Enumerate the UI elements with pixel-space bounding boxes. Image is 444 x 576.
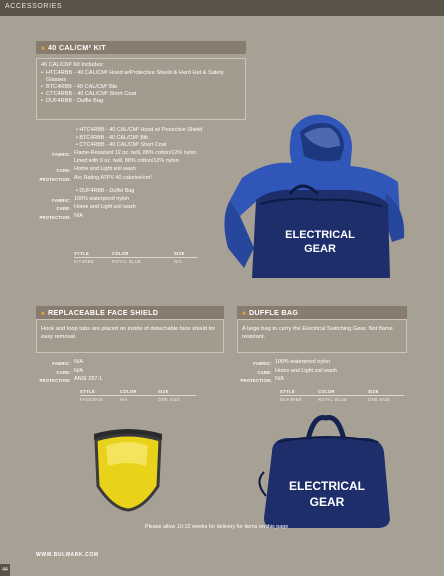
kit-title: 40 CAL/CM² KIT: [47, 43, 107, 52]
duffel-fabric: 100% waterproof nylon: [275, 359, 331, 365]
table-header: SIZE: [174, 251, 198, 258]
duffel-title: DUFFLE BAG: [248, 308, 299, 317]
table-header: STYLE: [280, 389, 318, 396]
duffel-bag-image: [252, 412, 402, 530]
duffel-protection: N/A: [275, 376, 284, 383]
face-shield-image: [88, 426, 168, 516]
fabric-label: FABRIC:: [52, 197, 71, 203]
list-item: • CTC4RBB - 40 CAL/CM² Short Coat: [41, 91, 241, 98]
care-label: CARE:: [56, 369, 71, 375]
list-item: • HTC4RBB - 40 CAL/CM² Hood w/Protective Shield & Hard Hat & Safety Glasses: [41, 70, 241, 84]
list-item: • DUF4RBB - Duffle Bag: [41, 98, 241, 105]
kit-order-table: [74, 251, 198, 264]
table-row: FACESHIE N/A ONE SIZE: [80, 397, 181, 402]
shield-specs: [36, 359, 186, 385]
fabric-label: FABRIC:: [253, 361, 272, 366]
duffel-description: A large bag to carry the Electrical Switching Gear. Not flame resistant.: [242, 326, 393, 340]
table-header: COLOR: [112, 251, 174, 258]
kit-protection: Arc Rating ATPV 40 calories/cm²: [74, 174, 153, 181]
shield-care: N/A: [74, 367, 83, 374]
kit-header: [36, 41, 246, 54]
header-bullet-icon: ■: [41, 46, 45, 52]
bag-print-2: GEAR: [304, 243, 336, 255]
shield-header: [36, 306, 224, 319]
header-bullet-icon: ■: [242, 311, 246, 317]
delivery-note: Please allow 10-12 weeks for delivery for items on this page: [145, 524, 289, 530]
duffle-item: • DUF4RBB - Duffel Bag: [76, 188, 135, 195]
duffel-bag-print-2: GEAR: [309, 495, 345, 509]
protection-label: PROTECTION:: [39, 378, 71, 384]
kit-care: Home and Light soil wash: [74, 165, 136, 172]
bag-print-1: ELECTRICAL: [285, 229, 355, 241]
duffel-care: Home and Light soil wash: [275, 367, 337, 374]
kit-fabric-1: Flame-Resistant 12 oz. twill, 88% cotton/12% nylon: [74, 149, 197, 156]
table-row: DUF4RBB ROYAL BLUE ONE SIZE: [280, 397, 391, 402]
kit-fabric-2: Lined with 9 oz. twill, 88% cotton/12% nylon: [74, 158, 179, 165]
kit-includes-list: [41, 70, 241, 105]
duffle-fabric: 100% waterproof nylon: [74, 195, 130, 202]
page-number: 44: [0, 564, 10, 576]
shield-order-table: [80, 389, 196, 402]
table-row: KIT4RBB ROYAL BLUE N/A: [74, 259, 183, 264]
header-bullet-icon: ■: [41, 311, 45, 317]
duffel-description-box: [237, 319, 407, 353]
table-header: STYLE: [74, 251, 112, 258]
kit-image: [200, 108, 410, 278]
shield-description-box: [36, 319, 224, 353]
shield-fabric: N/A: [74, 359, 83, 365]
table-header: COLOR: [318, 389, 368, 396]
table-header: COLOR: [120, 389, 158, 396]
protection-label: PROTECTION:: [39, 214, 71, 220]
duffel-order-table: [280, 389, 404, 402]
care-label: CARE:: [257, 369, 272, 375]
table-header: SIZE: [158, 389, 196, 396]
shield-title: REPLACEABLE FACE SHIELD: [47, 308, 159, 317]
kit-intro-lead: 40 CAL/CM² Kit Includes:: [41, 62, 104, 68]
protection-label: PROTECTION:: [39, 176, 71, 182]
shield-protection: ANSI Z87-1: [74, 376, 103, 383]
protection-label: PROTECTION:: [240, 378, 272, 384]
list-item: • BTC4RBB - 40 CAL/CM² Bib: [41, 84, 241, 91]
care-label: CARE:: [56, 206, 71, 212]
care-label: CARE:: [56, 167, 71, 173]
fabric-label: FABRIC:: [52, 151, 71, 157]
table-header: SIZE: [368, 389, 404, 396]
table-header: STYLE: [80, 389, 120, 396]
duffel-specs: [237, 359, 397, 385]
shield-description: Hook and loop tabs are placed on inside of detachable face shield for easy removal.: [41, 326, 216, 340]
website-link[interactable]: WWW.BULWARK.COM: [36, 552, 99, 558]
fabric-label: FABRIC:: [52, 361, 71, 366]
duffle-care: Home and Light soil wash: [74, 204, 136, 211]
kit-item: • CTC4RBB - 40 CAL/CM² Short Coat: [76, 142, 167, 149]
duffel-bag-print-1: ELECTRICAL: [289, 479, 365, 493]
duffel-header: [237, 306, 407, 319]
section-label: ACCESSORIES: [5, 3, 63, 10]
kit-item: • BTC4RBB - 40 CAL/CM² Bib: [76, 134, 148, 141]
top-bar: [0, 0, 444, 16]
kit-item: • HTC4RBB - 40 CAL/CM² Hood w/ Protective Shield: [76, 127, 203, 133]
duffle-protection: N/A: [74, 212, 83, 219]
